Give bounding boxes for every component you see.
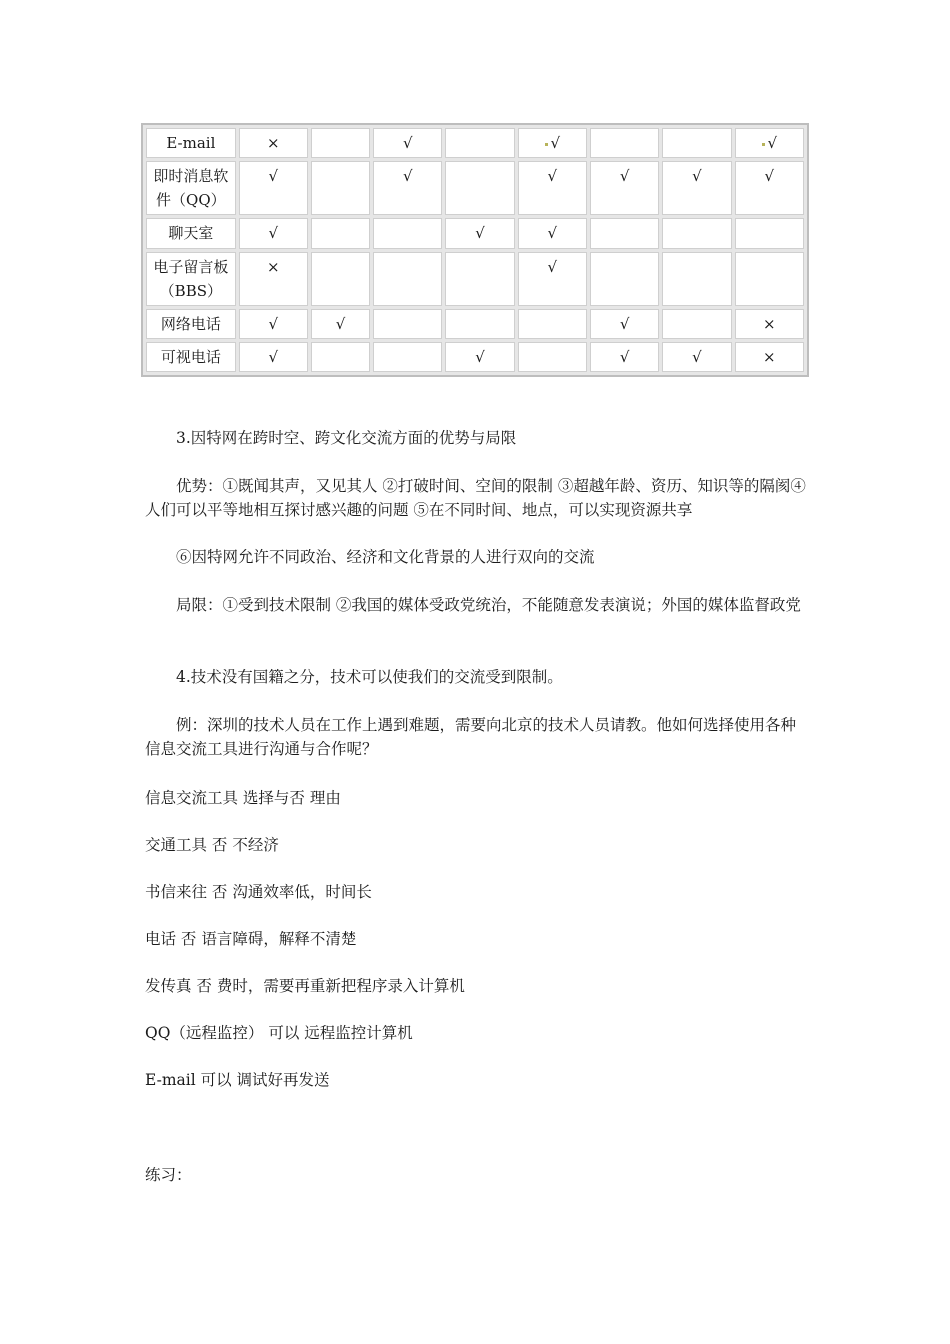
- table-cell: [373, 252, 442, 306]
- table-cell: ×: [239, 128, 308, 158]
- list-item: 发传真 否 费时，需要再重新把程序录入计算机: [145, 977, 465, 995]
- table-cell: [373, 218, 442, 249]
- table-cell: [735, 218, 804, 249]
- table-cell: [311, 342, 370, 372]
- table-cell: [373, 309, 442, 339]
- table-cell: √: [662, 161, 731, 215]
- table-cell: [518, 342, 587, 372]
- list-item: 电话 否 语言障碍，解释不清楚: [145, 930, 357, 948]
- row-label: 即时消息软件（QQ）: [146, 161, 236, 215]
- table-cell: [662, 309, 731, 339]
- table-cell: √: [239, 342, 308, 372]
- advantages-paragraph: 优势：①既闻其声，又见其人 ②打破时间、空间的限制 ③超越年龄、资历、知识等的隔阂④人们可以平等地相互探讨感兴趣的问题 ⑤在不同时间、地点，可以实现资源共享: [145, 477, 806, 519]
- table-cell: √: [239, 161, 308, 215]
- table-row: [146, 128, 804, 158]
- limitations-paragraph: 局限：①受到技术限制 ②我国的媒体受政党统治，不能随意发表演说；外国的媒体监督政党: [176, 596, 801, 614]
- table-cell: √: [735, 128, 804, 158]
- table-cell: √: [373, 161, 442, 215]
- list-item: 交通工具 否 不经济: [145, 836, 279, 854]
- table-cell: [445, 128, 514, 158]
- row-label: 聊天室: [146, 218, 236, 249]
- list-item: E-mail 可以 调试好再发送: [145, 1071, 330, 1089]
- table-cell: √: [518, 161, 587, 215]
- table-cell: √: [662, 342, 731, 372]
- table-cell: [590, 128, 659, 158]
- exercise-heading: 练习：: [145, 1166, 192, 1184]
- advantage-6-paragraph: ⑥因特网允许不同政治、经济和文化背景的人进行双向的交流: [176, 548, 595, 566]
- table-cell: √: [518, 128, 587, 158]
- table-cell: [735, 252, 804, 306]
- table-cell: √: [590, 161, 659, 215]
- table-cell: √: [373, 128, 442, 158]
- section-heading-4: 4.技术没有国籍之分，技术可以使我们的交流受到限制。: [176, 668, 563, 686]
- table-cell: [518, 309, 587, 339]
- table-cell: [311, 252, 370, 306]
- list-item: QQ（远程监控） 可以 远程监控计算机: [145, 1024, 413, 1042]
- table-cell: [311, 128, 370, 158]
- table-cell: √: [239, 309, 308, 339]
- table-cell: ×: [239, 252, 308, 306]
- table-row: [146, 252, 804, 306]
- table-row: [146, 218, 804, 249]
- row-label: 电子留言板（BBS）: [146, 252, 236, 306]
- table-cell: [445, 252, 514, 306]
- table-cell: [590, 218, 659, 249]
- table-cell: √: [590, 309, 659, 339]
- table-cell: √: [518, 252, 587, 306]
- table-cell: √: [590, 342, 659, 372]
- table-cell: [445, 309, 514, 339]
- bullet-dot-icon: [762, 143, 765, 146]
- row-label: 可视电话: [146, 342, 236, 372]
- table-cell: √: [311, 309, 370, 339]
- table-cell: [662, 128, 731, 158]
- table-cell: [662, 218, 731, 249]
- table-cell: ×: [735, 342, 804, 372]
- table-row: [146, 342, 804, 372]
- table-cell: √: [518, 218, 587, 249]
- bullet-dot-icon: [545, 143, 548, 146]
- table-cell: [311, 218, 370, 249]
- section-heading-3: 3.因特网在跨时空、跨文化交流方面的优势与局限: [176, 429, 517, 447]
- table-cell: [445, 161, 514, 215]
- table-cell: √: [239, 218, 308, 249]
- row-label: 网络电话: [146, 309, 236, 339]
- table-cell: [311, 161, 370, 215]
- row-label: E-mail: [146, 128, 236, 158]
- table-cell: ×: [735, 309, 804, 339]
- table-cell: [662, 252, 731, 306]
- example-paragraph: 例：深圳的技术人员在工作上遇到难题，需要向北京的技术人员请教。他如何选择使用各种信息交流工具进行沟通与合作呢？: [145, 716, 797, 758]
- table-cell: √: [735, 161, 804, 215]
- table-cell: √: [445, 218, 514, 249]
- table-cell: [373, 342, 442, 372]
- table-cell: [590, 252, 659, 306]
- list-item: 书信来往 否 沟通效率低，时间长: [145, 883, 372, 901]
- tool-comparison-table: [141, 123, 809, 377]
- table-row: [146, 309, 804, 339]
- table-row: [146, 161, 804, 215]
- table-cell: √: [445, 342, 514, 372]
- tool-list-header: 信息交流工具 选择与否 理由: [145, 789, 341, 807]
